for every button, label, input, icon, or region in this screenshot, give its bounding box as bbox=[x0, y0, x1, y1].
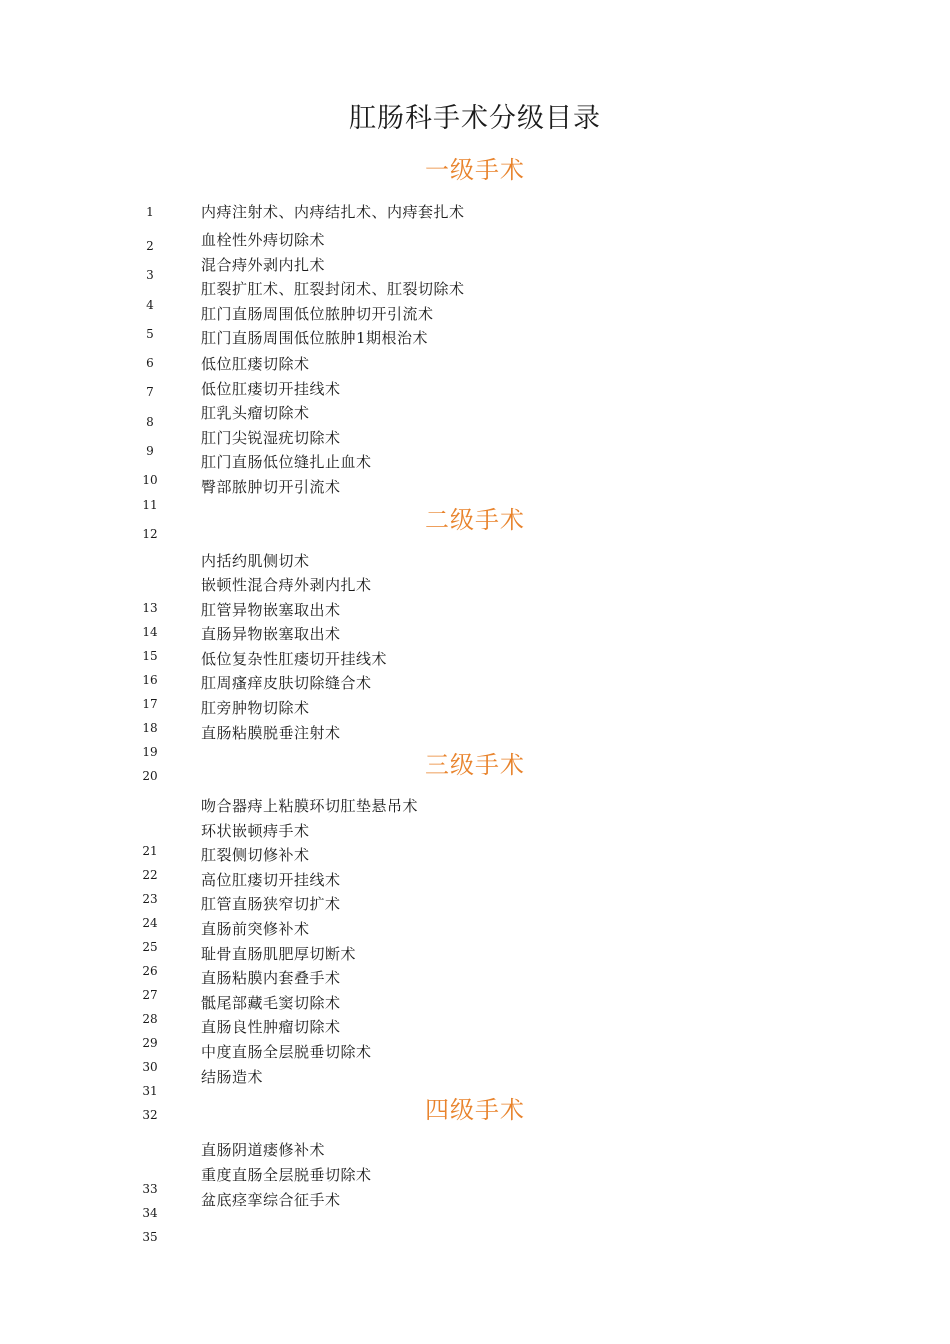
row-number: 4 bbox=[146, 298, 154, 312]
row-number: 9 bbox=[146, 444, 154, 458]
section-heading: 四级手术 bbox=[425, 1096, 525, 1124]
row-number: 12 bbox=[142, 527, 158, 541]
procedure-item: 直肠阴道瘘修补术 bbox=[201, 1141, 326, 1159]
row-number: 3 bbox=[146, 268, 154, 282]
procedure-item: 混合痔外剥内扎术 bbox=[201, 256, 326, 274]
procedure-item: 内括约肌侧切术 bbox=[201, 552, 310, 570]
procedure-item: 重度直肠全层脱垂切除术 bbox=[201, 1166, 372, 1184]
section-heading: 二级手术 bbox=[425, 506, 525, 534]
procedure-item: 肛裂侧切修补术 bbox=[201, 846, 310, 864]
procedure-item: 肛门直肠周围低位脓肿切开引流术 bbox=[201, 305, 434, 323]
procedure-item: 低位复杂性肛瘘切开挂线术 bbox=[201, 650, 388, 668]
row-number: 31 bbox=[142, 1084, 158, 1098]
procedure-item: 肛裂扩肛术、肛裂封闭术、肛裂切除术 bbox=[201, 280, 465, 298]
row-number: 30 bbox=[142, 1060, 158, 1074]
procedure-item: 结肠造术 bbox=[201, 1068, 264, 1086]
procedure-item: 直肠粘膜脱垂注射术 bbox=[201, 724, 341, 742]
procedure-item: 直肠良性肿瘤切除术 bbox=[201, 1018, 341, 1036]
procedure-item: 盆底痉挛综合征手术 bbox=[201, 1191, 341, 1209]
procedure-item: 肛门直肠周围低位脓肿1期根治术 bbox=[201, 329, 429, 347]
row-number: 23 bbox=[142, 892, 158, 906]
row-number: 13 bbox=[142, 601, 158, 615]
row-number: 24 bbox=[142, 916, 158, 930]
row-number: 34 bbox=[142, 1206, 158, 1220]
procedure-item: 中度直肠全层脱垂切除术 bbox=[201, 1043, 372, 1061]
procedure-item: 肛周瘙痒皮肤切除缝合术 bbox=[201, 674, 372, 692]
procedure-item: 肛乳头瘤切除术 bbox=[201, 404, 310, 422]
row-number: 15 bbox=[142, 649, 158, 663]
row-number: 32 bbox=[142, 1108, 158, 1122]
row-number: 28 bbox=[142, 1012, 158, 1026]
row-number: 19 bbox=[142, 745, 158, 759]
row-number: 16 bbox=[142, 673, 158, 687]
procedure-item: 环状嵌顿痔手术 bbox=[201, 822, 310, 840]
row-number: 20 bbox=[142, 769, 158, 783]
row-number: 26 bbox=[142, 964, 158, 978]
section-heading: 一级手术 bbox=[425, 156, 525, 184]
row-number: 22 bbox=[142, 868, 158, 882]
row-number: 5 bbox=[146, 327, 154, 341]
row-number: 18 bbox=[142, 721, 158, 735]
procedure-item: 内痔注射术、内痔结扎术、内痔套扎术 bbox=[201, 203, 465, 221]
row-number: 2 bbox=[146, 239, 154, 253]
row-number: 21 bbox=[142, 844, 158, 858]
row-number: 6 bbox=[146, 356, 154, 370]
procedure-item: 嵌顿性混合痔外剥内扎术 bbox=[201, 576, 372, 594]
row-number: 14 bbox=[142, 625, 158, 639]
procedure-item: 直肠粘膜内套叠手术 bbox=[201, 969, 341, 987]
procedure-item: 血栓性外痔切除术 bbox=[201, 231, 326, 249]
row-number: 7 bbox=[146, 385, 154, 399]
section-heading: 三级手术 bbox=[425, 751, 525, 779]
row-number: 33 bbox=[142, 1182, 158, 1196]
procedure-item: 直肠前突修补术 bbox=[201, 920, 310, 938]
row-number: 29 bbox=[142, 1036, 158, 1050]
procedure-item: 高位肛瘘切开挂线术 bbox=[201, 871, 341, 889]
row-number: 35 bbox=[142, 1230, 158, 1244]
procedure-item: 肛管异物嵌塞取出术 bbox=[201, 601, 341, 619]
row-number: 10 bbox=[142, 473, 158, 487]
procedure-item: 低位肛瘘切开挂线术 bbox=[201, 380, 341, 398]
procedure-item: 低位肛瘘切除术 bbox=[201, 355, 310, 373]
row-number: 17 bbox=[142, 697, 158, 711]
procedure-item: 臀部脓肿切开引流术 bbox=[201, 478, 341, 496]
row-number: 27 bbox=[142, 988, 158, 1002]
procedure-item: 骶尾部藏毛窦切除术 bbox=[201, 994, 341, 1012]
procedure-item: 吻合器痔上粘膜环切肛垫悬吊术 bbox=[201, 797, 419, 815]
procedure-item: 肛旁肿物切除术 bbox=[201, 699, 310, 717]
row-number: 11 bbox=[142, 498, 158, 512]
row-number: 1 bbox=[146, 205, 154, 219]
row-number: 8 bbox=[146, 415, 154, 429]
procedure-item: 肛门尖锐湿疣切除术 bbox=[201, 429, 341, 447]
procedure-item: 耻骨直肠肌肥厚切断术 bbox=[201, 945, 357, 963]
procedure-item: 肛管直肠狭窄切扩术 bbox=[201, 895, 341, 913]
procedure-item: 直肠异物嵌塞取出术 bbox=[201, 625, 341, 643]
page-title: 肛肠科手术分级目录 bbox=[349, 103, 601, 134]
procedure-item: 肛门直肠低位缝扎止血术 bbox=[201, 453, 372, 471]
row-number: 25 bbox=[142, 940, 158, 954]
